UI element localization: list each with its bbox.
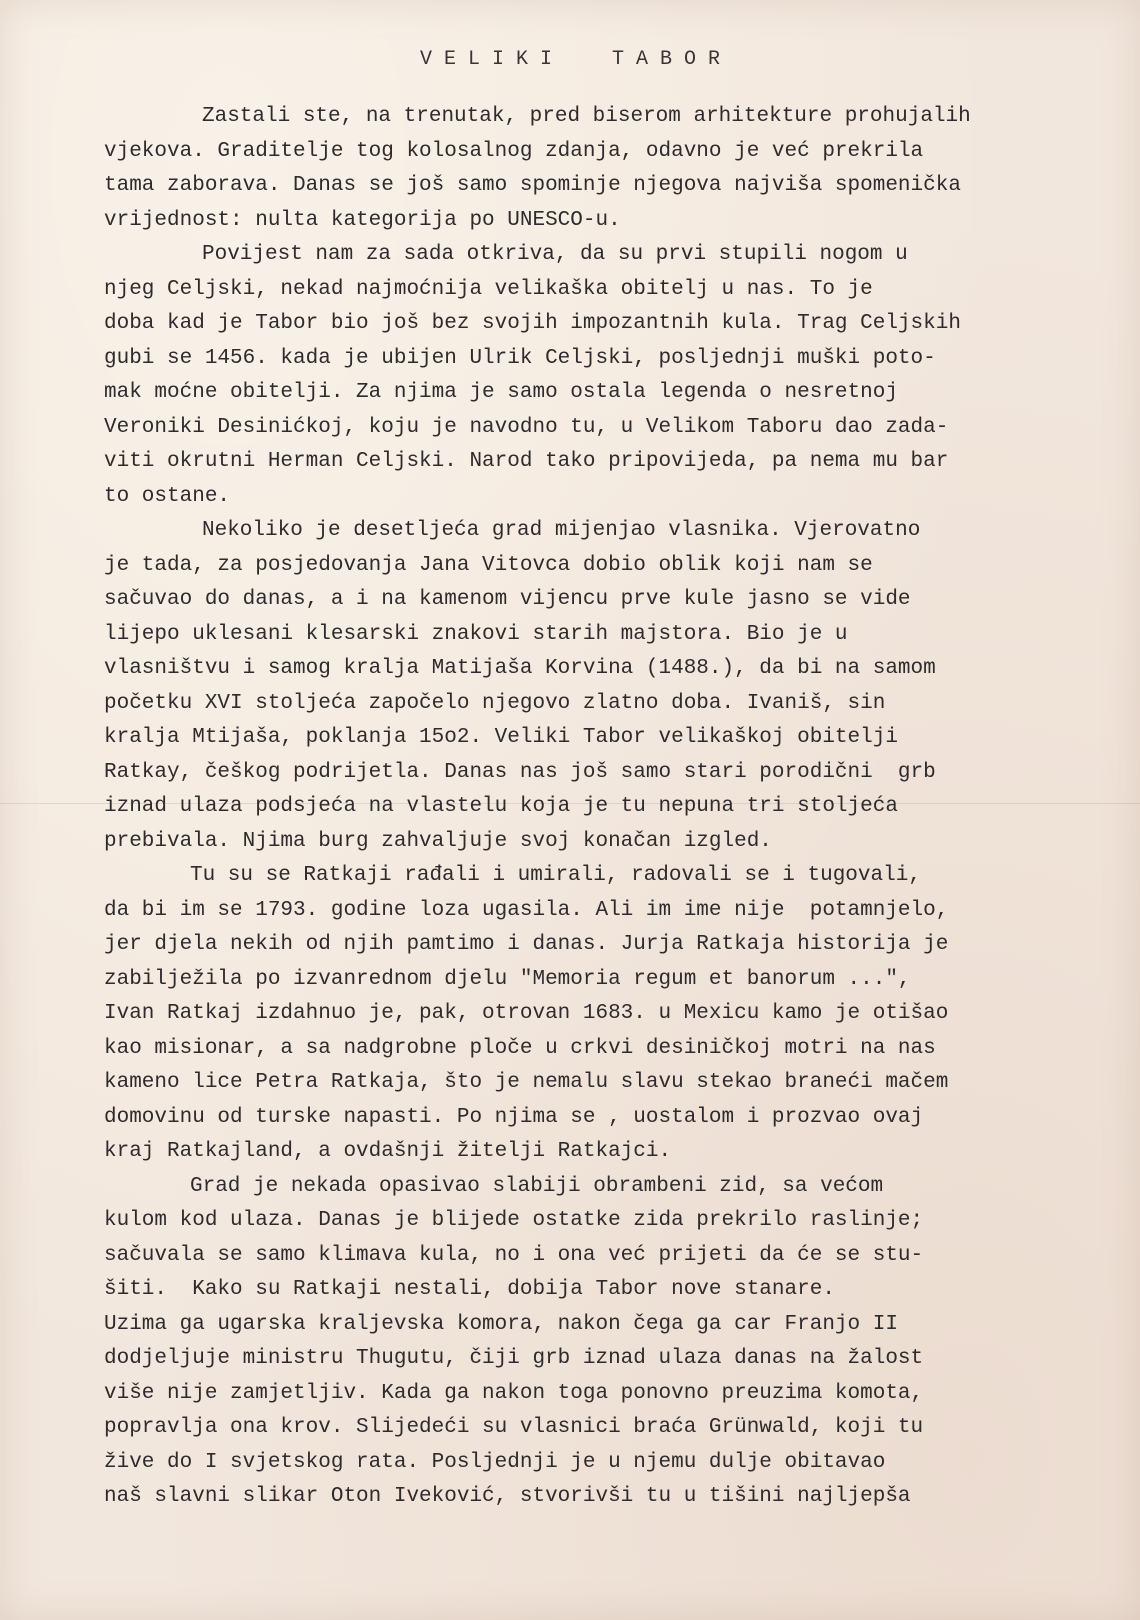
text-line: Nekoliko je desetljeća grad mijenjao vlasnika. Vjerovatno <box>202 519 921 542</box>
text-line: prebivala. Njima burg zahvaljuje svoj konačan izgled. <box>104 829 772 853</box>
text-line: početku XVI stoljeća započelo njegovo zlatno doba. Ivaniš, sin <box>104 691 886 715</box>
text-line: dodjeljuje ministru Thugutu, čiji grb iznad ulaza danas na žalost <box>104 1347 924 1370</box>
text-line: viti okrutni Herman Celjski. Narod tako pripovijeda, pa nema mu bar <box>104 450 949 473</box>
text-line: Grad je nekada opasivao slabiji obrambeni zid, sa većom <box>190 1174 884 1198</box>
text-line: iznad ulaza podsjeća na vlastelu koja je tu nepuna tri stoljeća <box>104 795 898 818</box>
text-line: Veroniki Desinićkoj, koju je navodno tu, u Velikom Taboru dao zada- <box>104 415 949 439</box>
text-line: žive do I svjetskog rata. Posljednji je u njemu dulje obitavao <box>104 1450 886 1474</box>
text-line: vjekova. Graditelje tog kolosalnog zdanja, odavno je već prekrila <box>104 139 924 163</box>
text-line: kameno lice Petra Ratkaja, što je nemalu slavu stekao braneći mačem <box>104 1071 949 1094</box>
text-line: je tada, za posjedovanja Jana Vitovca dobio oblik koji nam se <box>104 553 873 577</box>
text-line: kao misionar, a sa nadgrobne ploče u crkvi desiničkoj motri na nas <box>104 1036 936 1060</box>
text-line: popravlja ona krov. Slijedeći su vlasnici braća Grünwald, koji tu <box>104 1416 924 1439</box>
text-line: kralja Mtijaša, poklanja 15o2. Veliki Tabor velikaškoj obitelji <box>104 726 898 749</box>
text-line: Ratkay, češkog podrijetla. Danas nas još samo stari porodični grb <box>104 760 936 784</box>
text-line: vrijednost: nulta kategorija po UNESCO-u. <box>104 208 621 232</box>
text-line: sačuvala se samo klimava kula, no i ona već prijeti da će se stu- <box>104 1243 924 1267</box>
text-line: kraj Ratkajland, a ovdašnji žitelji Ratkajci. <box>104 1140 672 1163</box>
text-line: mak moćne obitelji. Za njima je samo ostala legenda o nesretnoj <box>104 381 898 404</box>
text-line: vlasništvu i samog kralja Matijaša Korvina (1488.), da bi na samom <box>104 657 936 680</box>
text-line: kulom kod ulaza. Danas je blijede ostatke zida prekrilo raslinje; <box>104 1209 924 1232</box>
text-line: njeg Celjski, nekad najmoćnija velikaška obitelj u nas. To je <box>104 277 873 301</box>
document-title: V E L I K I T A B O R <box>419 48 721 71</box>
text-line: više nije zamjetljiv. Kada ga nakon toga ponovno preuzima komota, <box>104 1381 924 1405</box>
text-line: šiti. Kako su Ratkaji nestali, dobija Tabor nove stanare. <box>104 1278 835 1301</box>
text-line: Uzima ga ugarska kraljevska komora, nakon čega ga car Franjo II <box>104 1312 898 1336</box>
text-line: gubi se 1456. kada je ubijen Ulrik Celjski, posljednji muški poto- <box>104 346 936 370</box>
text-line: doba kad je Tabor bio još bez svojih impozantnih kula. Trag Celjskih <box>104 312 961 335</box>
text-line: naš slavni slikar Oton Iveković, stvorivši tu u tišini najljepša <box>104 1485 911 1508</box>
text-line: domovinu od turske napasti. Po njima se , uostalom i prozvao ovaj <box>104 1105 924 1129</box>
text-line: to ostane. <box>104 484 231 508</box>
document-body <box>104 100 1064 1515</box>
text-line: tama zaborava. Danas se još samo spominje njegova najviša spomenička <box>104 174 961 197</box>
text-line: lijepo uklesani klesarski znakovi starih majstora. Bio je u <box>104 622 848 646</box>
text-line: sačuvao do danas, a i na kamenom vijencu prve kule jasno se vide <box>104 588 911 611</box>
text-line: Ivan Ratkaj izdahnuo je, pak, otrovan 1683. u Mexicu kamo je otišao <box>104 1002 949 1025</box>
text-line: da bi im se 1793. godine loza ugasila. Ali im ime nije potamnjelo, <box>104 898 949 922</box>
text-line: Tu su se Ratkaji rađali i umirali, radovali se i tugovali, <box>190 864 921 887</box>
text-line: Povijest nam za sada otkriva, da su prvi stupili nogom u <box>202 243 908 266</box>
text-line: Zastali ste, na trenutak, pred biserom arhitekture prohujalih <box>202 105 971 128</box>
text-line: zabilježila po izvanrednom djelu "Memoria regum et banorum ...", <box>104 967 911 991</box>
text-line: jer djela nekih od njih pamtimo i danas. Jurja Ratkaja historija je <box>104 933 949 956</box>
